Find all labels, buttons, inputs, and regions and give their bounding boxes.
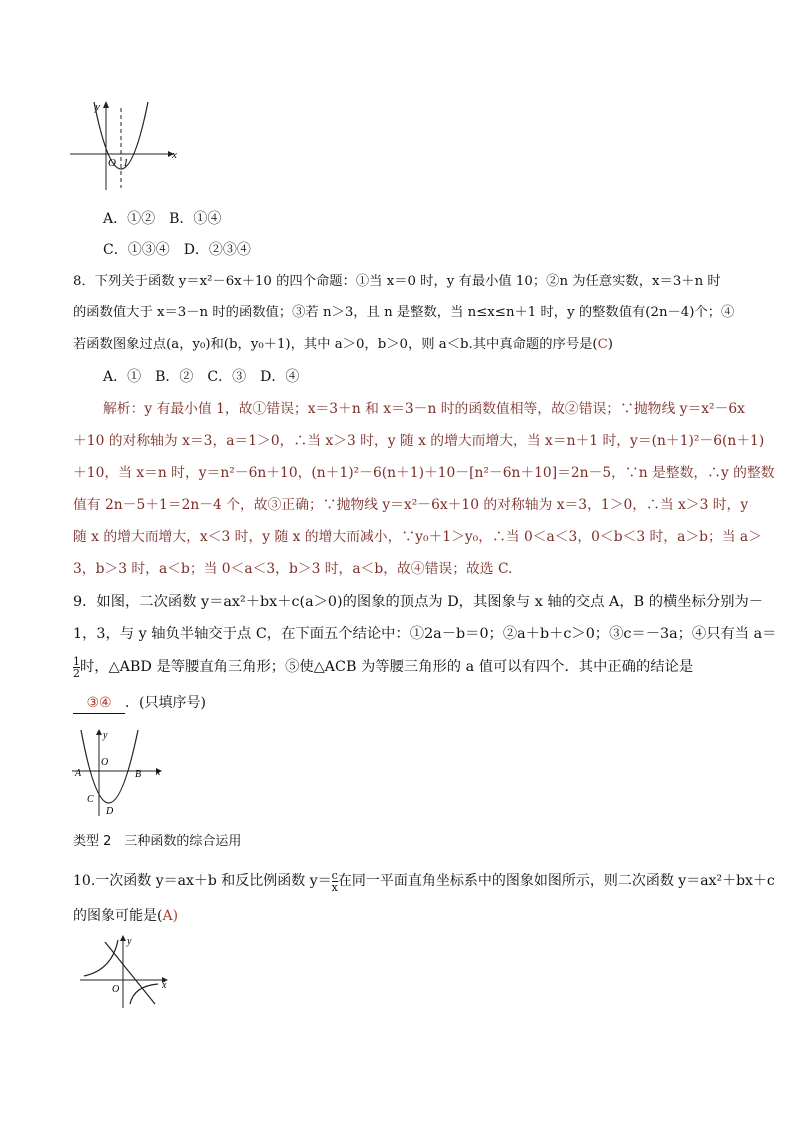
q8-solution-6: 3，b＞3 时，a＜b；当 0＜a＜3，b＞3 时，a＜b，故④错误；故选 C.	[73, 561, 513, 577]
q8-solution-4: 值有 2n－5＋1＝2n－4 个，故③正确；∵抛物线 y＝x²－6x＋10 的对称轴为 x＝3，1＞0，∴当 x＞3 时，y	[73, 497, 749, 513]
q8-solution-3: ＋10，当 x＝n 时，y＝n²－6n＋10，(n＋1)²－6(n＋1)＋10－[n²－6n＋10]＝2n－5，∵n 是整数，∴y 的整数	[73, 465, 775, 481]
x-label: x	[156, 767, 161, 778]
parabola-curve	[81, 730, 138, 803]
q10-line-2	[73, 906, 178, 926]
q10-line-1-end: 在同一平面直角坐标系中的图象如图所示，则二次函数 y＝ax²＋bx＋c	[337, 873, 775, 889]
q8-line-1: 8．下列关于函数 y＝x²－6x＋10 的四个命题：①当 x＝0 时，y 有最小值 10；②n 为任意实数，x＝3＋n 时	[73, 274, 721, 289]
origin-label: O	[112, 984, 120, 995]
q8-line-3-text: 若函数图象过点(a，y₀)和(b，y₀＋1)，其中 a＞0，b＞0，则 a＜b.其中真命题的序号是(	[73, 337, 598, 352]
q9-line-1: 9．如图，二次函数 y＝ax²＋bx＋c(a＞0)的图象的顶点为 D，其图象与 x 轴的交点 A，B 的横坐标分别为－	[73, 594, 764, 610]
q8-options: A．① B．② C．③ D．④	[103, 369, 300, 385]
q10-functions-figure	[76, 932, 176, 1010]
origin-label: O	[101, 757, 109, 768]
q8-answer: C	[597, 337, 608, 352]
x-label: x	[172, 149, 177, 161]
q9-line-2: 1，3，与 y 轴负半轴交于点 C，在下面五个结论中：①2a－b＝0；②a＋b＋c＞0；③c＝－3a；④只有当 a＝	[73, 626, 777, 642]
q9-answer: ③④	[86, 695, 112, 711]
q10-answer: A	[162, 908, 173, 924]
y-label: y	[95, 101, 100, 113]
q10-fraction-den: x	[331, 880, 338, 894]
q8-solution-2: ＋10 的对称轴为 x＝3，a＝1＞0，∴当 x＞3 时，y 随 x 的增大而增大，当 x＝n＋1 时，y＝(n＋1)²－6(n＋1)	[73, 433, 765, 449]
point-d-label: D	[106, 806, 114, 817]
q8-line-3	[73, 335, 613, 355]
q10-line-2-text: 的图象可能是(	[73, 908, 163, 924]
q10-line-1-start: 10.一次函数 y＝ax＋b 和反比例函数 y＝	[73, 873, 332, 889]
point-b-label: B	[135, 769, 142, 780]
q10-line-1	[73, 866, 775, 896]
q9-answer-blank	[73, 693, 125, 714]
point-c-label: C	[87, 794, 94, 805]
section-title: 类型 2 三种函数的综合运用	[73, 834, 242, 849]
q8-solution-5: 随 x 的增大而增大，x＜3 时，y 随 x 的增大而减小，∵y₀＋1＞y₀，∴当 0＜a＜3，0＜b＜3 时，a＞b；当 a＞	[73, 529, 762, 545]
x-label: x	[162, 980, 167, 991]
q10-close-paren: )	[172, 908, 179, 924]
q9-line-4-text: ．(只填序号)	[125, 695, 206, 711]
q9-line-4	[73, 693, 206, 714]
q7-parabola-figure	[68, 98, 183, 193]
hyperbola-branch-left	[84, 940, 118, 976]
q9-fraction	[73, 656, 80, 679]
origin-label: O	[108, 157, 116, 169]
tick-1-label: 1	[123, 157, 129, 169]
q9-line-3	[73, 652, 693, 682]
q8-close-paren: )	[607, 337, 613, 352]
q9-fraction-num: 1	[73, 654, 80, 668]
y-axis-arrow-icon	[96, 729, 102, 735]
q7-options-1: A．①② B．①④	[103, 211, 222, 227]
y-axis-arrow-icon	[120, 935, 126, 941]
y-label: y	[103, 730, 108, 741]
q9-parabola-figure	[68, 726, 173, 818]
q8-line-2: 的函数值大于 x＝3－n 时的函数值；③若 n＞3，且 n 是整数，当 n≤x≤n＋1 时，y 的整数值有(2n－4)个；④	[73, 305, 735, 320]
q9-line-3-text: 时，△ABD 是等腰直角三角形；⑤使△ACB 为等腰三角形的 a 值可以有四个．其中正确的结论是	[80, 659, 694, 675]
q9-fraction-den: 2	[73, 666, 80, 680]
q10-fraction-num: c	[331, 868, 338, 882]
y-axis-arrow-icon	[103, 101, 109, 108]
q7-options-2: C．①③④ D．②③④	[103, 242, 251, 258]
y-label: y	[127, 936, 132, 947]
hyperbola-branch-right	[130, 984, 158, 1004]
q8-solution-1: 解析：y 有最小值 1，故①错误；x＝3＋n 和 x＝3－n 时的函数值相等，故②错误；∵抛物线 y＝x²－6x	[103, 401, 745, 417]
point-a-label: A	[75, 768, 82, 779]
